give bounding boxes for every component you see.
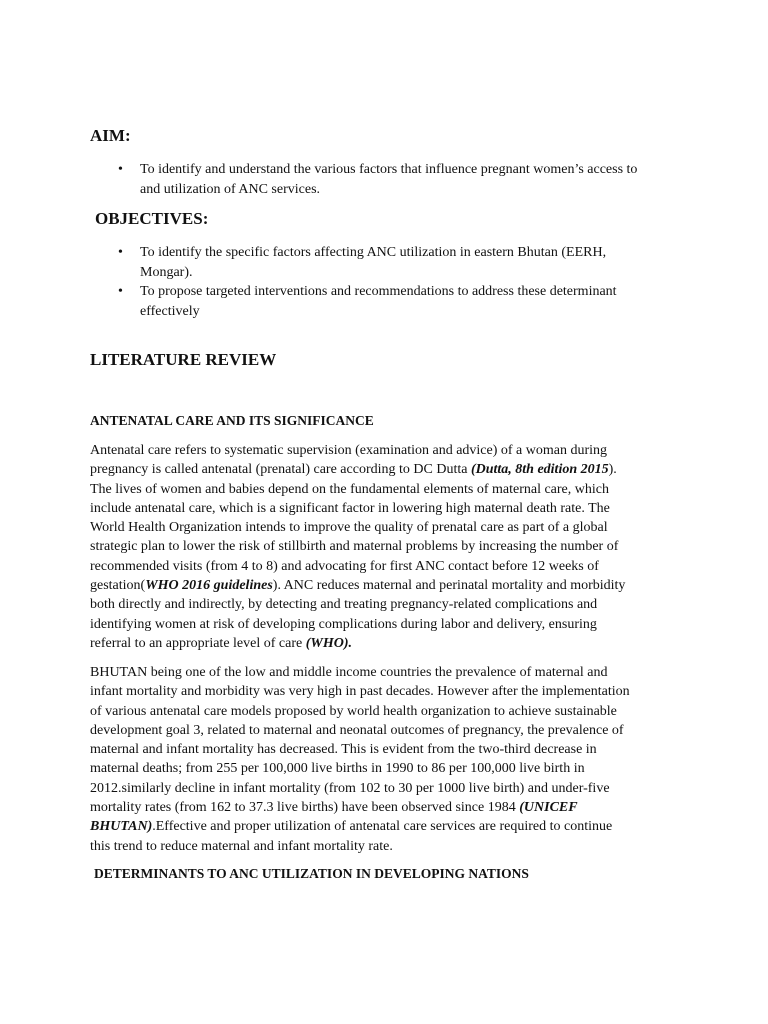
paragraph-line [90, 537, 680, 556]
paragraph-line [90, 499, 680, 518]
paragraph-line [90, 702, 680, 721]
paragraph-line [90, 518, 680, 537]
paragraph-line [90, 817, 680, 836]
text-run: maternal deaths; from 255 per 100,000 live births in 1990 to 86 per 100,000 live birth in [90, 761, 585, 777]
paragraph-line [90, 576, 680, 595]
text-run: The lives of women and babies depend on the fundamental elements of maternal care, which [90, 481, 609, 497]
paragraph-line [90, 634, 680, 653]
paragraph-line [90, 837, 680, 856]
text-run: include antenatal care, which is a significant factor in lowering high maternal death rate. The [90, 500, 610, 516]
list-item [90, 282, 690, 321]
bullet-icon: • [118, 284, 123, 299]
paragraph-line [90, 480, 680, 499]
paragraph-line [90, 557, 680, 576]
text-run: identifying women at risk of developing complications during labor and delivery, ensuring [90, 616, 597, 632]
text-run: ). ANC reduces maternal and perinatal mortality and morbidity [272, 578, 626, 594]
paragraph-line [90, 595, 680, 614]
paragraph-line [90, 740, 680, 759]
text-run: gestation( [90, 578, 146, 594]
text-run: Antenatal care refers to systematic supervision (examination and advice) of a woman during [90, 443, 608, 458]
list-item-text: and utilization of ANC services. [140, 181, 321, 197]
bullet-icon: • [118, 245, 123, 260]
text-run: development goal 3, related to maternal and neonatal outcomes of pregnancy, the prevalence of [90, 722, 624, 738]
list-item-text: effectively [140, 303, 200, 319]
aim-heading: AIM: [90, 126, 131, 145]
paragraph-line [90, 721, 680, 740]
citation: WHO 2016 guidelines [145, 578, 273, 594]
literature-review-heading: LITERATURE REVIEW [90, 350, 277, 369]
text-run: ). [608, 462, 617, 478]
paragraph-line [90, 663, 680, 682]
bhutan-paragraph [90, 663, 680, 856]
list-item [90, 160, 690, 199]
bullet-icon: • [118, 162, 123, 177]
list-item-text: Mongar). [140, 264, 193, 280]
antenatal-care-paragraph [90, 441, 680, 653]
text-run: this trend to reduce maternal and infant mortality rate. [90, 838, 393, 854]
determinants-section-heading: DETERMINANTS TO ANC UTILIZATION IN DEVELOPING NATIONS [94, 866, 529, 881]
text-run: infant mortality and morbidity was very high in past decades. However after the implementation [90, 684, 630, 700]
paragraph-line [90, 441, 680, 460]
text-run: both directly and indirectly, by detecting and treating pregnancy-related complications and [90, 597, 598, 613]
text-run: World Health Organization intends to improve the quality of prenatal care as part of a global [90, 520, 608, 536]
text-run: recommended visits (from 4 to 8) and advocating for first ANC contact before 12 weeks of [90, 558, 599, 574]
aim-bullet-list [90, 160, 690, 199]
paragraph-line [90, 779, 680, 798]
objectives-bullet-list [90, 243, 690, 321]
paragraph-line [90, 682, 680, 701]
text-run: mortality rates (from 162 to 37.3 live births) have been observed since 1984 [90, 800, 520, 816]
paragraph-line [90, 798, 680, 817]
text-run: strategic plan to lower the risk of stillbirth and maternal problems by increasing the number of [90, 539, 619, 555]
text-run: of various antenatal care models proposed by world health organization to achieve sustainable [90, 703, 617, 719]
citation: (WHO). [305, 635, 352, 651]
list-item [90, 243, 690, 282]
objectives-heading: OBJECTIVES: [95, 209, 209, 228]
list-item-text: To identify and understand the various factors that influence pregnant women’s access to [140, 162, 638, 177]
text-run: .Effective and proper utilization of antenatal care services are required to continue [152, 819, 613, 835]
text-run: BHUTAN being one of the low and middle income countries the prevalence of maternal and [90, 665, 608, 680]
paragraph-line [90, 460, 680, 479]
list-item-text: To identify the specific factors affecting ANC utilization in eastern Bhutan (EERH, [140, 245, 607, 260]
text-run: pregnancy is called antenatal (prenatal) care according to DC Dutta [90, 462, 471, 478]
text-run: maternal and infant mortality has decreased. This is evident from the two-third decrease in [90, 742, 597, 758]
paragraph-line [90, 759, 680, 778]
paragraph-line [90, 615, 680, 634]
citation: (Dutta, 8th edition 2015 [470, 462, 609, 478]
text-run: referral to an appropriate level of care [90, 635, 306, 651]
citation: (UNICEF [519, 800, 578, 816]
antenatal-care-section-heading: ANTENATAL CARE AND ITS SIGNIFICANCE [90, 413, 374, 428]
text-run: 2012.similarly decline in infant mortality (from 102 to 30 per 1000 live birth) and under-five [90, 780, 610, 796]
citation: BHUTAN) [90, 819, 153, 835]
list-item-text: To propose targeted interventions and recommendations to address these determinant [140, 284, 617, 299]
